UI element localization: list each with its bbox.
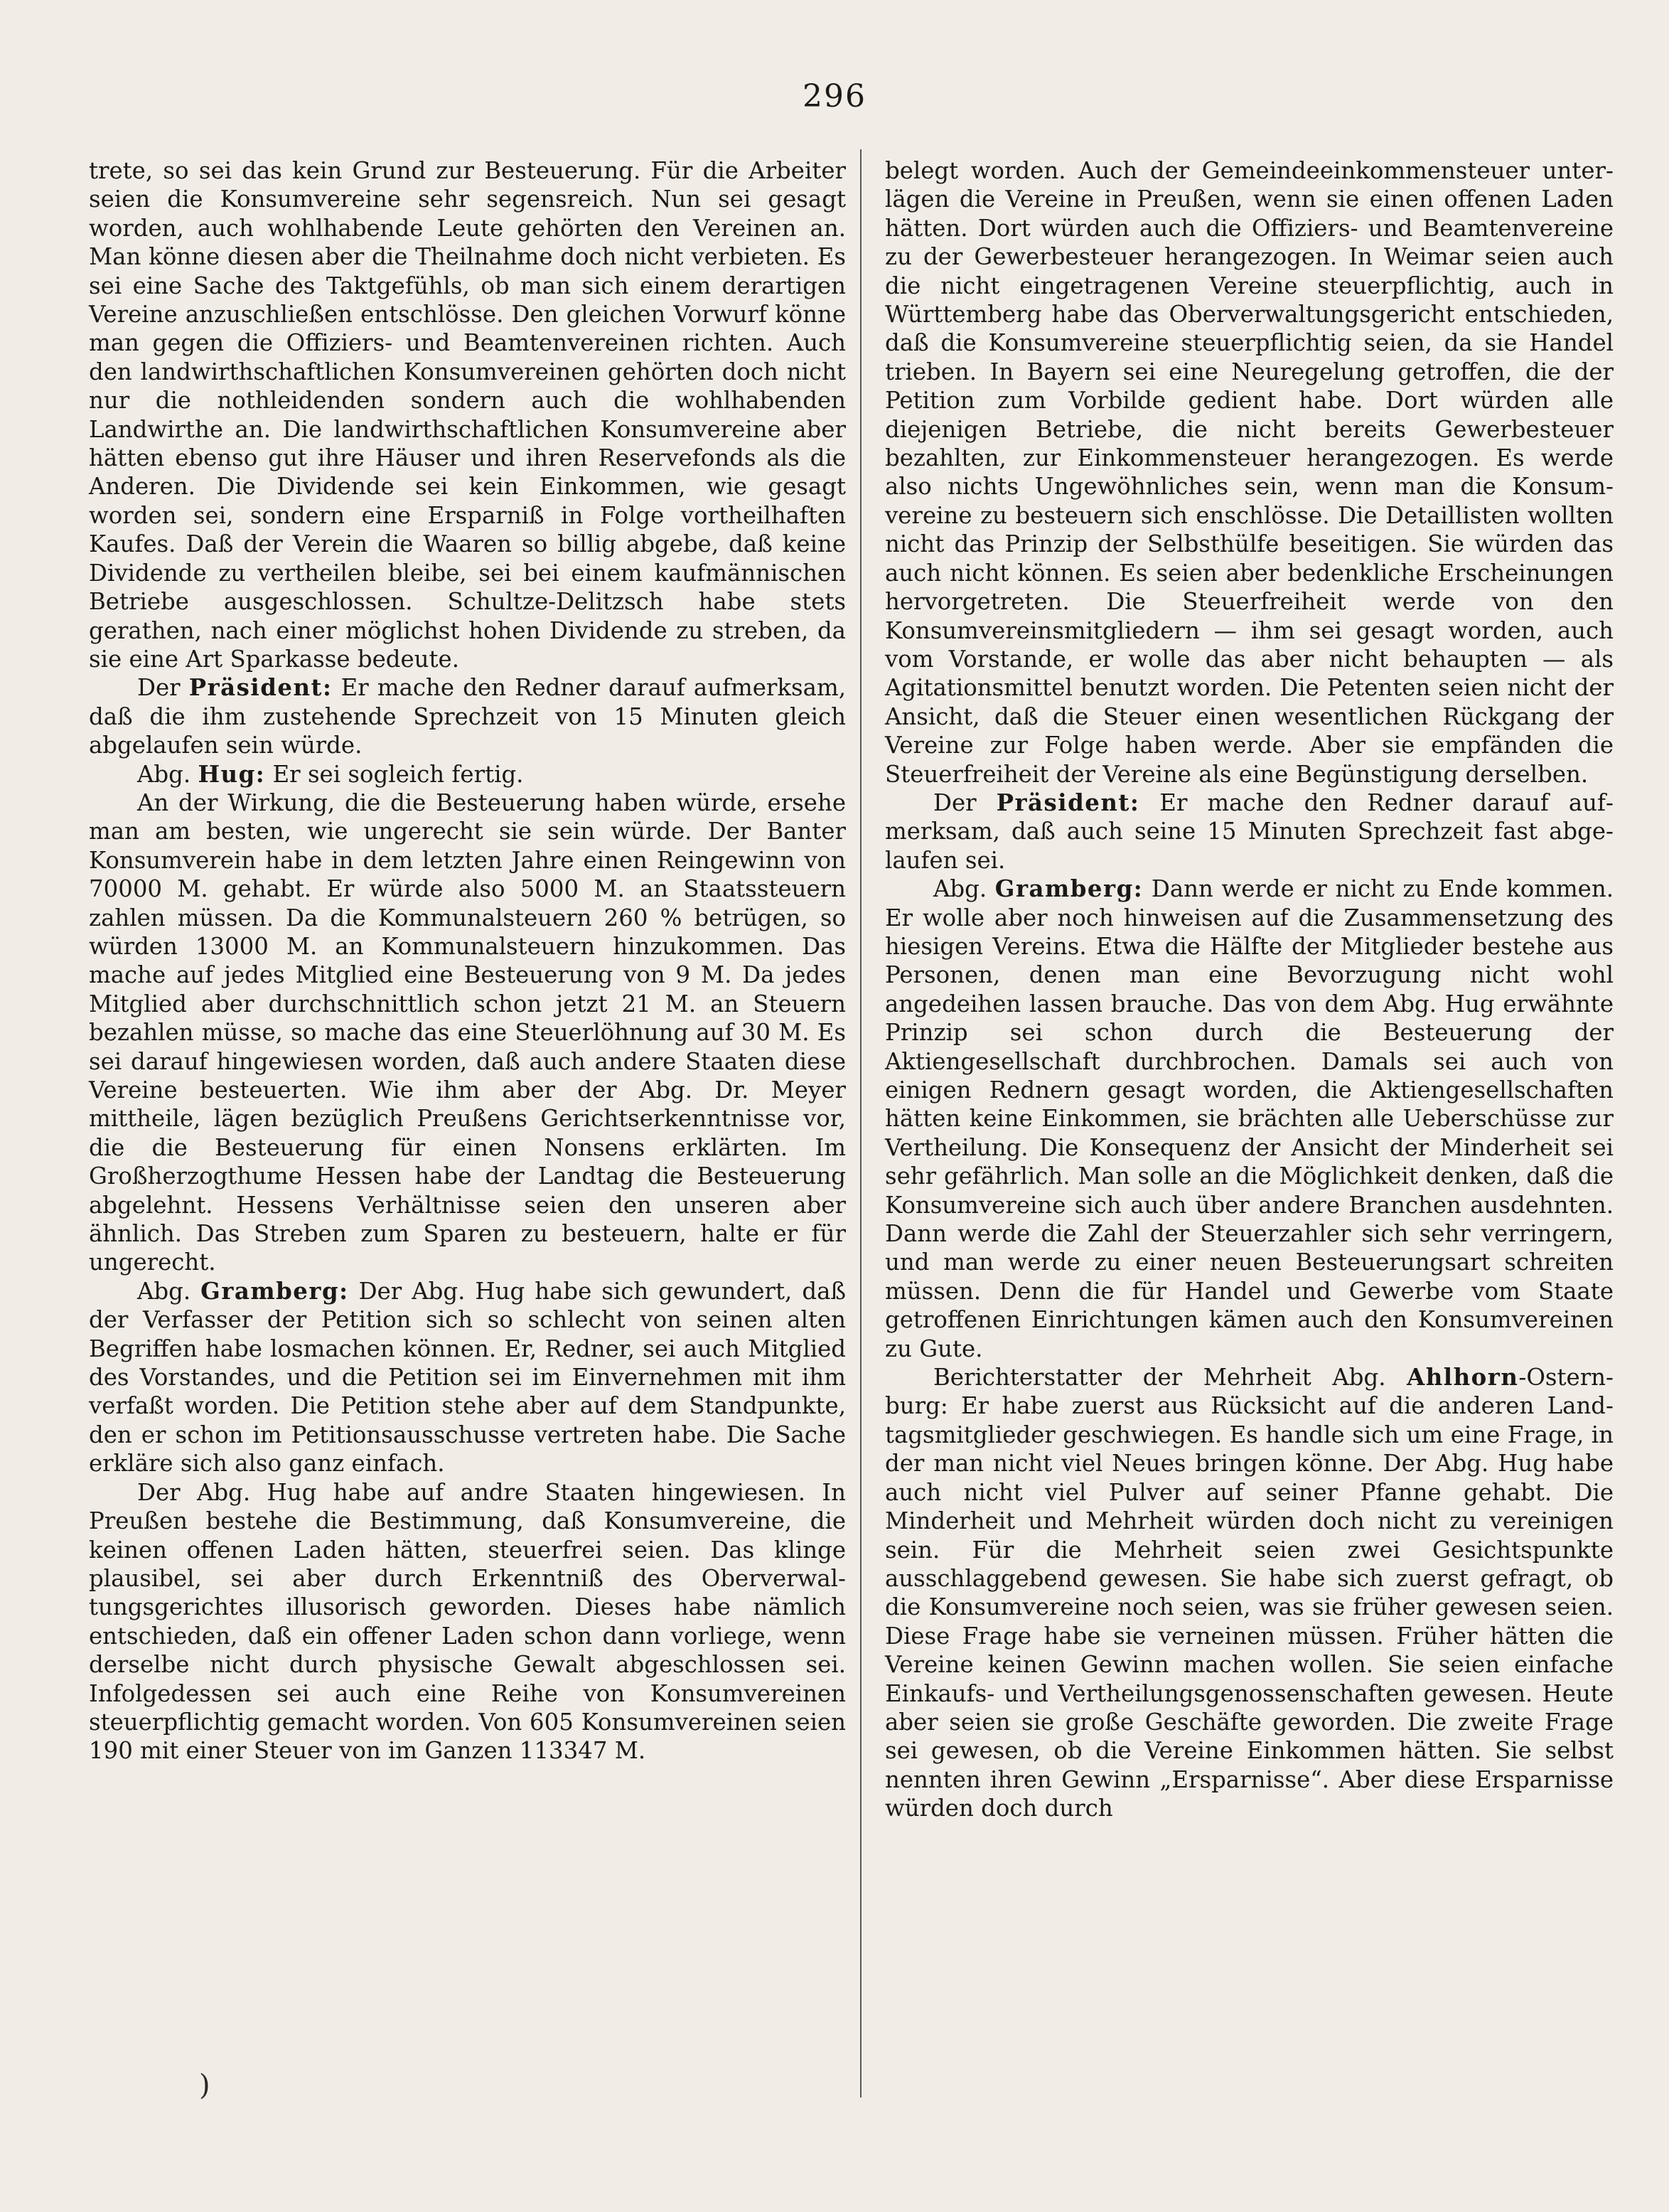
paragraph-text: trete, so sei das kein Grund zur Besteuerung. Für die Arbeiter seien die Konsumvereine sehr segensreich. Nun sei gesagt worden, auch wohlhabende Leute gehörten den Vereinen an. Man könne diesen aber die Theilnahme doch nicht verbieten. Es sei eine Sache des Taktgefühls, ob man sich einem derartigen Vereine anzuschließen entschlösse. Den gleichen Vorwurf könne man gegen die Offiziers- und Beamtenvereinen richten. Auch den landwirthschaftlichen Konsumvereinen gehörten doch nicht nur die nothleidenden sondern auch die wohlhabenden Landwirthe an. Die landwirthschaftlichen Konsumvereine aber hätten ebenso gut ihre Häuser und ihren Reservefonds als die Anderen. Die Dividende sei kein Einkommen, wie gesagt worden sei, sondern eine Ersparniß in Folge vortheilhaften Kaufes. Daß der Verein die Waaren so billig abgebe, daß keine Dividende zu vertheilen bleibe, sei bei einem kaufmännischen Betriebe ausgeschlossen. Schultze-Delitzsch habe stets gerathen, nach einer möglichst hohen Dividende zu streben, da sie eine Art Sparkasse bedeute. — [89, 157, 846, 673]
right-column — [885, 156, 1614, 1823]
paragraph-text: Abg. — [137, 760, 198, 788]
paragraph — [89, 760, 846, 789]
speaker-name: Gramberg: — [200, 1277, 349, 1305]
speaker-name: Ahlhorn — [1407, 1364, 1519, 1391]
paragraph — [885, 789, 1614, 875]
paragraph-text: Er mache den Redner darauf aufmerksam, daß die ihm zustehende Sprechzeit von 15 Minuten gleich abgelaufen sein würde. — [89, 674, 846, 759]
paragraph-text: Der Abg. Hug habe sich gewundert, daß der Verfasser der Petition sich so schlecht von seinen alten Begriffen habe losmachen können. Er, Redner, sei auch Mitglied des Vorstandes, und die Petition sei im Einvernehmen mit ihm verfaßt worden. Die Petition stehe aber auf dem Standpunkte, den er schon im Petitionsausschusse vertreten habe. Die Sache erkläre sich also ganz einfach. — [89, 1277, 847, 1478]
paragraph — [89, 156, 846, 673]
margin-mark: ) — [199, 2069, 210, 2102]
paragraph-text: Berichterstatter der Mehrheit Abg. — [933, 1364, 1407, 1391]
paragraph-text: Abg. — [137, 1277, 201, 1305]
left-column — [89, 156, 846, 1765]
paragraph — [885, 1363, 1614, 1823]
paragraph-text: -Osternburg: Er habe zuerst aus Rücksicht auf die anderen Landtagsmitglieder geschwiegen. Es handle sich um eine Frage, in der man nicht viel Neues bringen könne. Der Abg. Hug habe auch nicht viel Pulver auf seiner Pfanne gehabt. Die Minderheit und Mehrheit würden doch nicht zu vereinigen sein. Für die Mehrheit seien zwei Gesichtspunkte ausschlaggebend gewesen. Sie habe sich zuerst gefragt, ob die Konsumvereine noch seien, was sie früher gewesen seien. Diese Frage habe sie verneinen müssen. Früher hätten die Vereine keinen Gewinn machen wollen. Sie seien einfache Einkaufs- und Vertheilungsgenossenschaften gewesen. Heute aber seien sie große Geschäfte geworden. Die zweite Frage sei gewesen, ob die Vereine Einkommen hätten. Sie selbst nennten ihren Gewinn „Ersparnisse“. Aber diese Ersparnisse würden doch durch — [885, 1364, 1614, 1822]
paragraph-text: Er sei sogleich fertig. — [265, 760, 524, 788]
page-number: 296 — [803, 78, 866, 114]
paragraph-text: Dann werde er nicht zu Ende kommen. Er wolle aber noch hinweisen auf die Zusammensetzung des hiesigen Vereins. Etwa die Hälfte der Mitglieder bestehe aus Personen, denen man eine Bevorzugung nicht wohl angedeihen lassen brauche. Das von dem Abg. Hug erwähnte Prinzip sei schon durch die Besteuerung der Aktiengesellschaft durchbrochen. Damals sei auch von einigen Rednern gesagt worden, die Aktiengesellschaften hätten keine Einkommen, sie brächten alle Ueberschüsse zur Vertheilung. Die Konsequenz der Ansicht der Minderheit sei sehr gefährlich. Man solle an die Möglichkeit denken, daß die Konsumvereine sich auch über andere Branchen ausdehnten. Dann werde die Zahl der Steuerzahler sich sehr verringern, und man werde zu einer neuen Besteuerungsart schreiten müssen. Denn die für Handel und Gewerbe vom Staate getroffenen Einrichtungen kämen auch den Konsumvereinen zu Gute. — [885, 875, 1614, 1362]
paragraph-text: Abg. — [933, 875, 995, 903]
paragraph-text: An der Wirkung, die die Besteuerung haben würde, ersehe man am besten, wie ungerecht sie sein würde. Der Banter Konsumverein habe in dem letzten Jahre einen Reingewinn von 70000 M. gehabt. Er würde also 5000 M. an Staatssteuern zahlen müssen. Da die Kommunalsteuern 260 % betrügen, so würden 13000 M. an Kommunalsteuern hinzukommen. Das mache auf jedes Mitglied eine Besteuerung von 9 M. Da jedes Mitglied aber durchschnittlich schon jetzt 21 M. an Steuern bezahlen müsse, so mache das eine Steuerlöhnung auf 30 M. Es sei darauf hingewiesen worden, daß auch andere Staaten diese Vereine besteuerten. Wie ihm aber der Abg. Dr. Meyer mittheile, lägen bezüglich Preußens Gerichtserkenntnisse vor, die die Besteuerung für einen Nonsens erklärten. Im Großherzogthume Hessen habe der Landtag die Besteuerung abgelehnt. Hessens Verhältnisse seien den unseren aber ähnlich. Das Streben zum Sparen zu besteuern, halte er für ungerecht. — [89, 789, 846, 1276]
speaker-name: Gramberg: — [994, 875, 1144, 903]
paragraph-text: Der — [933, 789, 997, 816]
speaker-name: Hug: — [198, 760, 266, 788]
column-divider — [860, 149, 862, 2098]
paragraph-text: Er mache den Redner darauf aufmerksam, daß auch seine 15 Minuten Sprechzeit fast abgelaufen sei. — [885, 789, 1614, 874]
paragraph-text: Der Abg. Hug habe auf andre Staaten hingewiesen. In Preußen bestehe die Bestimmung, daß Konsumvereine, die keinen offenen Laden hätten, steuerfrei seien. Das klinge plausibel, sei aber durch Erkenntniß des Oberverwaltungsgerichtes illusorisch geworden. Dieses habe nämlich entschieden, daß ein offener Laden schon dann vorliege, wenn derselbe nicht durch physische Gewalt abgeschlossen sei. Infolgedessen sei auch eine Reihe von Konsumvereinen steuerpflichtig gemacht worden. Von 605 Konsumvereinen seien 190 mit einer Steuer von im Ganzen 113347 M. — [89, 1478, 846, 1765]
speaker-name: Präsident: — [996, 789, 1140, 816]
paragraph-text: belegt worden. Auch der Gemeindeeinkommensteuer unterlägen die Vereine in Preußen, wenn sie einen offenen Laden hätten. Dort würden auch die Offiziers- und Beamtenvereine zu der Gewerbesteuer herangezogen. In Weimar seien auch die nicht eingetragenen Vereine steuerpflichtig, auch in Württemberg habe das Oberverwaltungsgericht entschieden, daß die Konsumvereine steuerpflichtig seien, da sie Handel trieben. In Bayern sei eine Neuregelung getroffen, die der Petition zum Vorbilde gedient habe. Dort würden alle diejenigen Betriebe, die nicht bereits Gewerbesteuer bezahlten, zur Einkommensteuer herangezogen. Es werde also nichts Ungewöhnliches sein, wenn man die Konsumvereine zu besteuern sich enschlösse. Die Detaillisten wollten nicht das Prinzip der Selbsthülfe beseitigen. Sie würden das auch nicht können. Es seien aber bedenkliche Erscheinungen hervorgetreten. Die Steuerfreiheit werde von den Konsumvereinsmitgliedern — ihm sei gesagt worden, auch vom Vorstande, er wolle das aber nicht behaupten — als Agitationsmittel benutzt worden. Die Petenten seien nicht der Ansicht, daß die Steuer einen wesentlichen Rückgang der Vereine zur Folge haben werde. Aber sie empfänden die Steuerfreiheit der Vereine als eine Begünstigung derselben. — [885, 157, 1614, 788]
paragraph — [89, 1277, 846, 1478]
speaker-name: Präsident: — [188, 674, 333, 702]
paragraph — [89, 673, 846, 759]
paragraph-text: Der — [137, 674, 189, 702]
paragraph — [885, 156, 1614, 789]
paragraph — [885, 875, 1614, 1363]
paragraph — [89, 789, 846, 1277]
paragraph — [89, 1478, 846, 1765]
